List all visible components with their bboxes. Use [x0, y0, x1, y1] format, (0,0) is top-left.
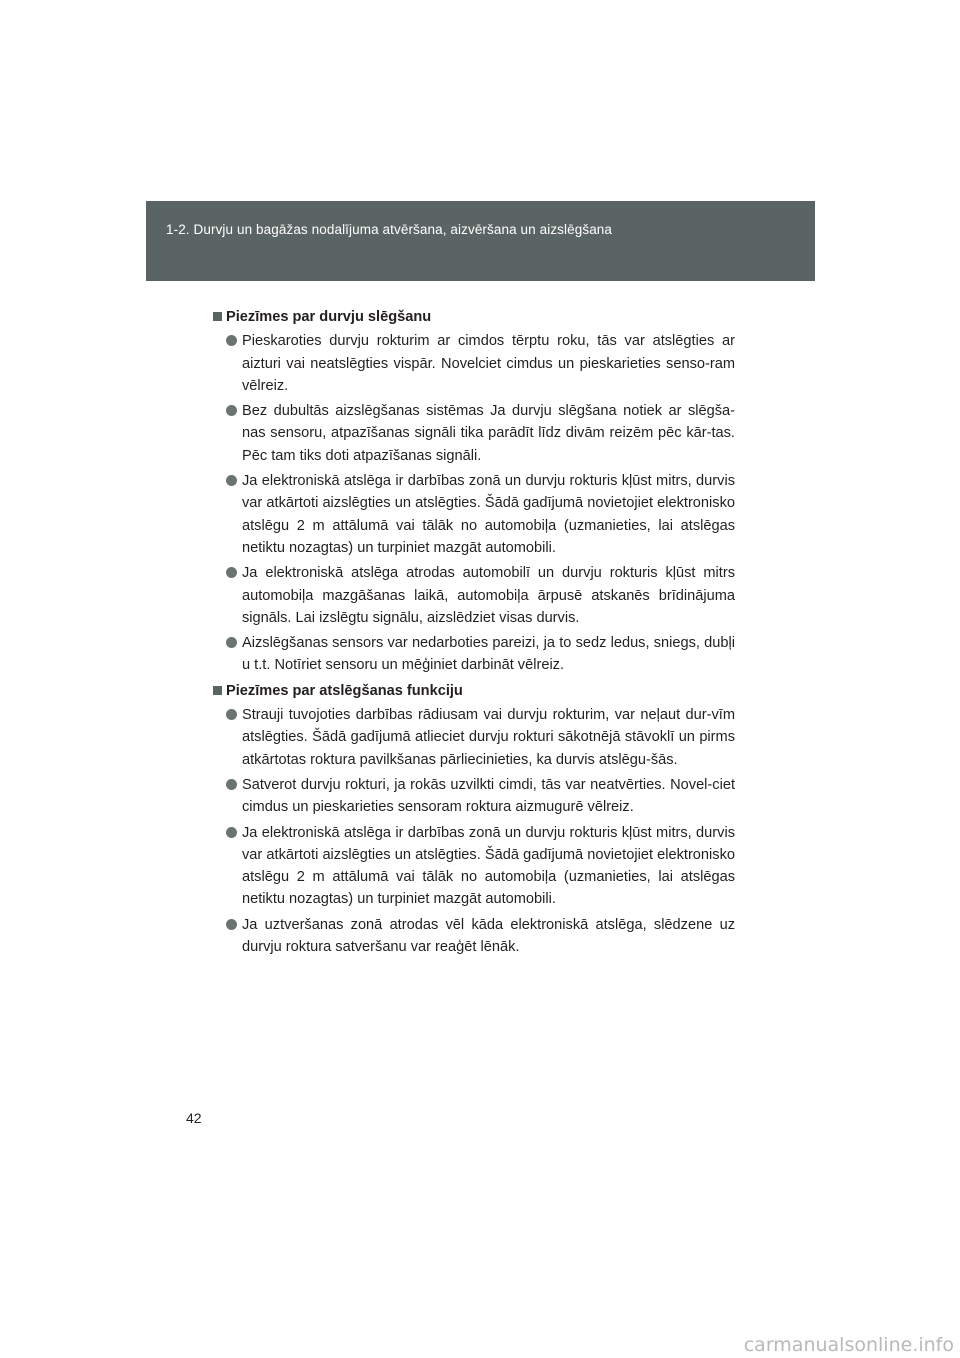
- list-item: [213, 774, 735, 819]
- square-bullet-icon: [213, 312, 222, 321]
- list-item-text: Ja elektroniskā atslēga ir darbības zonā un durvju rokturis kļūst mitrs, durvis var atkārtoti aizslēgties un atslēgties. Šādā gadījumā novietojiet elektronisko atslēgu 2 m attālumā vai tālāk no automobiļa (uzmanieties, lai atslēgas netiktu nozagtas) un turpiniet mazgāt automobili.: [242, 473, 735, 556]
- section-title-text: Piezīmes par durvju slēgšanu: [226, 309, 432, 325]
- list-item-text: Satverot durvju rokturi, ja rokās uzvilkti cimdi, tās var neatvērties. Novel-ciet cimdus un pieskarieties sensoram roktura aizmugurē vēlreiz.: [242, 776, 735, 816]
- circle-bullet-icon: [226, 405, 237, 416]
- list-item-text: Strauji tuvojoties darbības rādiusam vai durvju rokturim, var neļaut dur-vīm atslēgties. Šādā gadījumā atlieciet durvju rokturi sākotnējā stāvoklī un pirms atkārtotas roktura pavilkšanas pārliecinieties, ka durvis atslēgu-šās.: [242, 707, 735, 768]
- list-item: [213, 704, 735, 771]
- list-item: [213, 822, 735, 911]
- list-item-text: Bez dubultās aizslēgšanas sistēmas Ja durvju slēgšana notiek ar slēgša-nas sensoru, atpazīšanas signāli tika parādīt līdz divām reizēm pēc kār-tas. Pēc tam tiks doti atpazīšanas signāli.: [242, 403, 735, 464]
- circle-bullet-icon: [226, 475, 237, 486]
- list-item-text: Ja elektroniskā atslēga atrodas automobilī un durvju rokturis kļūst mitrs automobiļa mazgāšanas laikā, automobiļa ārpusē atskanēs brīdinājuma signāls. Lai izslēgtu signālu, aizslēdziet visas durvis.: [242, 565, 735, 626]
- circle-bullet-icon: [226, 335, 237, 346]
- list-item-text: Pieskaroties durvju rokturim ar cimdos tērptu roku, tās var atslēgties ar aizturi vai neatslēgties vispār. Novelciet cimdus un pieskarieties senso-ram vēlreiz.: [242, 333, 735, 394]
- section-title-text: Piezīmes par atslēgšanas funkciju: [226, 682, 463, 699]
- chapter-title: 1-2. Durvju un bagāžas nodalījuma atvēršana, aizvēršana un aizslēgšana: [166, 222, 613, 237]
- circle-bullet-icon: [226, 827, 237, 838]
- circle-bullet-icon: [226, 567, 237, 578]
- list-item: [213, 330, 735, 397]
- circle-bullet-icon: [226, 637, 237, 648]
- chapter-header: [146, 201, 815, 281]
- circle-bullet-icon: [226, 709, 237, 720]
- list-item: [213, 914, 735, 959]
- watermark-text: carmanualsonline.info: [743, 1334, 954, 1356]
- section-title: [213, 680, 735, 702]
- list-item-text: Ja uztveršanas zonā atrodas vēl kāda elektroniskā atslēga, slēdzene uz durvju roktura satveršanu var reaģēt lēnāk.: [242, 916, 735, 956]
- list-item-text: Ja elektroniskā atslēga ir darbības zonā un durvju rokturis kļūst mitrs, durvis var atkārtoti aizslēgties un atslēgties. Šādā gadījumā novietojiet elektronisko atslēgu 2 m attālumā vai tālāk no automobiļa (uzmanieties, lai atslēgas netiktu nozagtas) un turpiniet mazgāt automobili.: [242, 824, 735, 908]
- circle-bullet-icon: [226, 919, 237, 930]
- list-item: [213, 470, 735, 559]
- main-content: [213, 306, 735, 961]
- list-item: [213, 632, 735, 677]
- page-number: 42: [186, 1110, 202, 1126]
- list-item: [213, 400, 735, 467]
- square-bullet-icon: [213, 686, 222, 695]
- circle-bullet-icon: [226, 779, 237, 790]
- section-title: [213, 306, 735, 328]
- list-item-text: Aizslēgšanas sensors var nedarboties pareizi, ja to sedz ledus, sniegs, dubļi u t.t. Notīriet sensoru un mēģiniet darbināt vēlreiz.: [242, 635, 735, 674]
- list-item: [213, 562, 735, 629]
